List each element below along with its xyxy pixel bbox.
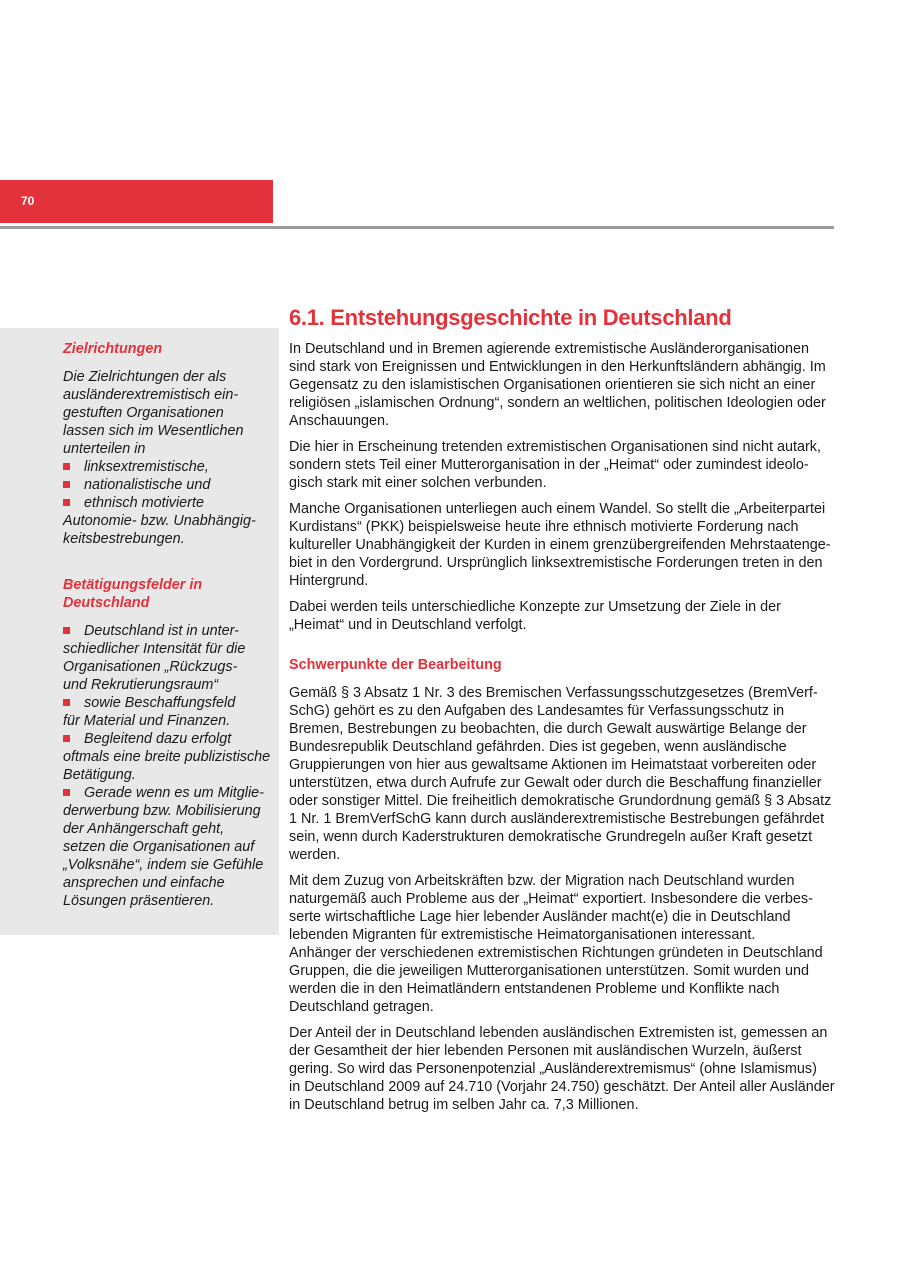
header-rule [0, 226, 834, 229]
body-line: oder sonstiger Mittel. Die freiheitlich demokratische Grundordnung gemäß § 3 Absatz [289, 793, 832, 809]
body-paragraph [289, 1024, 837, 1114]
body-line: religiösen „islamischen Ordnung“, sondern an weltlichen, politischen Ideologien oder [289, 395, 826, 411]
body-line: Mit dem Zuzug von Arbeitskräften bzw. der Migration nach Deutschland wurden [289, 873, 795, 889]
body-line: lebenden Migranten für extremistische Heimatorganisationen interessant. [289, 927, 756, 943]
body-line: gisch stark mit einer solchen verbunden. [289, 475, 547, 491]
body-line: Dabei werden teils unterschiedliche Konzepte zur Umsetzung der Ziele in der [289, 599, 781, 615]
sidebar-margin-notes [0, 328, 279, 935]
body-line: sind stark von Ereignissen und Entwicklungen in den Herkunftsländern abhängig. Im [289, 359, 826, 375]
body-paragraph [289, 598, 837, 634]
sidebar-outro [63, 512, 277, 548]
sidebar-heading-zielrichtungen: Zielrichtungen [63, 341, 163, 357]
bullet-icon [63, 499, 70, 506]
body-line: werden die in den Heimatländern entstandenen Probleme und Konflikte nach [289, 981, 780, 997]
list-item-text: ethnisch motivierte [84, 495, 204, 511]
main-content [289, 304, 837, 1122]
list-item [63, 694, 277, 730]
body-line: unterstützen, etwa durch Aufrufe zur Gewalt oder durch die Beschaffung finanzieller [289, 775, 822, 791]
body-line: naturgemäß auch Probleme aus der „Heimat“ exportiert. Insbesondere die verbes- [289, 891, 813, 907]
body-paragraph [289, 684, 837, 864]
body-line: serte wirtschaftliche Lage hier lebender Ausländer macht(e) die in Deutschland [289, 909, 791, 925]
list-item-text: Gerade wenn es um Mitglie- [84, 785, 264, 801]
list-item-text: schiedlicher Intensität für die [63, 641, 246, 657]
body-paragraph [289, 438, 837, 492]
sidebar-intro [63, 368, 277, 458]
list-item-text: der Anhängerschaft geht, [63, 821, 225, 837]
body-line: Der Anteil der in Deutschland lebenden ausländischen Extremisten ist, gemessen an [289, 1025, 828, 1041]
body-line: Gruppierungen von hier aus gewaltsame Aktionen im Heimatstaat vorbereiten oder [289, 757, 817, 773]
body-line: in Deutschland betrug im selben Jahr ca. 7,3 Millionen. [289, 1097, 639, 1113]
sidebar-list-betaetigungsfelder [63, 622, 277, 910]
page-number-band [0, 180, 273, 223]
sidebar-intro-line: Die Zielrichtungen der als [63, 369, 227, 385]
body-line: Kurdistans“ (PKK) beispielsweise heute ihre ethnisch motivierte Forderung nach [289, 519, 799, 535]
body-line: sein, wenn durch Kaderstrukturen demokratische Grundregeln außer Kraft gesetzt [289, 829, 813, 845]
bullet-icon [63, 463, 70, 470]
body-line: in Deutschland 2009 auf 24.710 (Vorjahr 24.750) geschätzt. Der Anteil aller Ausländer [289, 1079, 835, 1095]
list-item [63, 476, 277, 494]
body-line: 1 Nr. 1 BremVerfSchG kann durch ausländerextremistische Bestrebungen gefährdet [289, 811, 825, 827]
body-line: Anschauungen. [289, 413, 390, 429]
list-item [63, 784, 277, 910]
body-line: Manche Organisationen unterliegen auch einem Wandel. So stellt die „Arbeiterpartei [289, 501, 826, 517]
body-line: gering. So wird das Personenpotenzial „Ausländerextremismus“ (ohne Islamismus) [289, 1061, 817, 1077]
sidebar-outro-line: Autonomie- bzw. Unabhängig- [63, 513, 256, 529]
body-line: Gegensatz zu den islamistischen Organisationen orientieren sie sich nicht an einer [289, 377, 816, 393]
section-title: 6.1. Entstehungsgeschichte in Deutschland [289, 305, 732, 330]
body-line: Bundesrepublik Deutschland gefährden. Dies ist gegeben, wenn ausländische [289, 739, 787, 755]
bullet-icon [63, 481, 70, 488]
body-line: werden. [289, 847, 341, 863]
body-paragraphs-part2 [289, 684, 837, 1114]
sidebar-outro-line: keitsbestrebungen. [63, 531, 185, 547]
sidebar-list-zielrichtungen [63, 458, 277, 512]
body-paragraph [289, 340, 837, 430]
sidebar-intro-line: gestuften Organisationen [63, 405, 224, 421]
list-item-text: und Rekrutierungsraum“ [63, 677, 219, 693]
body-paragraph [289, 872, 837, 1016]
body-line: der Gesamtheit der hier lebenden Personen mit ausländischen Wurzeln, äußerst [289, 1043, 802, 1059]
body-paragraph [289, 500, 837, 590]
sidebar-intro-line: unterteilen in [63, 441, 146, 457]
list-item-text: Lösungen präsentieren. [63, 893, 215, 909]
list-item-text: Betätigung. [63, 767, 136, 783]
list-item [63, 730, 277, 784]
body-line: Hintergrund. [289, 573, 369, 589]
list-item [63, 622, 277, 694]
list-item-text: derwerbung bzw. Mobilisierung [63, 803, 261, 819]
list-item-text: oftmals eine breite publizistische [63, 749, 271, 765]
sidebar-intro-line: lassen sich im Wesentlichen [63, 423, 244, 439]
list-item-text: setzen die Organisationen auf [63, 839, 255, 855]
subheading: Schwerpunkte der Bearbeitung [289, 657, 502, 673]
body-line: Deutschland getragen. [289, 999, 434, 1015]
list-item-text: Begleitend dazu erfolgt [84, 731, 232, 747]
body-line: Anhänger der verschiedenen extremistischen Richtungen gründeten in Deutschland [289, 945, 823, 961]
list-item [63, 494, 277, 512]
body-line: Bremen, Bestrebungen zu beobachten, die durch Gewalt auswärtige Belange der [289, 721, 807, 737]
body-line: SchG) gehört es zu den Aufgaben des Landesamtes für Verfassungsschutz in [289, 703, 785, 719]
body-line: Gemäß § 3 Absatz 1 Nr. 3 des Bremischen Verfassungsschutzgesetzes (BremVerf- [289, 685, 818, 701]
list-item-text: „Volksnähe“, indem sie Gefühle [63, 857, 264, 873]
body-line: biet in den Vordergrund. Ursprünglich linksextremistische Forderungen treten in den [289, 555, 823, 571]
list-item-text: für Material und Finanzen. [63, 713, 231, 729]
bullet-icon [63, 789, 70, 796]
body-line: „Heimat“ und in Deutschland verfolgt. [289, 617, 527, 633]
body-line: kultureller Unabhängigkeit der Kurden in einem grenzübergreifenden Mehrstaatenge- [289, 537, 831, 553]
list-item-text: ansprechen und einfache [63, 875, 225, 891]
list-item-text: linksextremistische, [84, 459, 209, 475]
sidebar-intro-line: ausländerextremistisch ein- [63, 387, 239, 403]
bullet-icon [63, 699, 70, 706]
list-item-text: Deutschland ist in unter- [84, 623, 239, 639]
list-item [63, 458, 277, 476]
bullet-icon [63, 735, 70, 742]
sidebar-heading-betaetigungsfelder [63, 576, 277, 612]
body-line: In Deutschland und in Bremen agierende extremistische Ausländerorganisationen [289, 341, 809, 357]
body-line: Die hier in Erscheinung tretenden extremistischen Organisationen sind nicht autark, [289, 439, 821, 455]
sidebar-heading-line: Deutschland [63, 595, 150, 611]
list-item-text: sowie Beschaffungsfeld [84, 695, 236, 711]
bullet-icon [63, 627, 70, 634]
body-line: sondern stets Teil einer Mutterorganisation in der „Heimat“ oder zumindest ideolo- [289, 457, 809, 473]
list-item-text: Organisationen „Rückzugs- [63, 659, 238, 675]
body-paragraphs-part1 [289, 340, 837, 634]
page-number: 70 [21, 194, 35, 208]
body-line: Gruppen, die die jeweiligen Mutterorganisationen unterstützen. Somit wurden und [289, 963, 809, 979]
sidebar-heading-line: Betätigungsfelder in [63, 577, 203, 593]
sidebar-content [63, 340, 277, 910]
list-item-text: nationalistische und [84, 477, 211, 493]
